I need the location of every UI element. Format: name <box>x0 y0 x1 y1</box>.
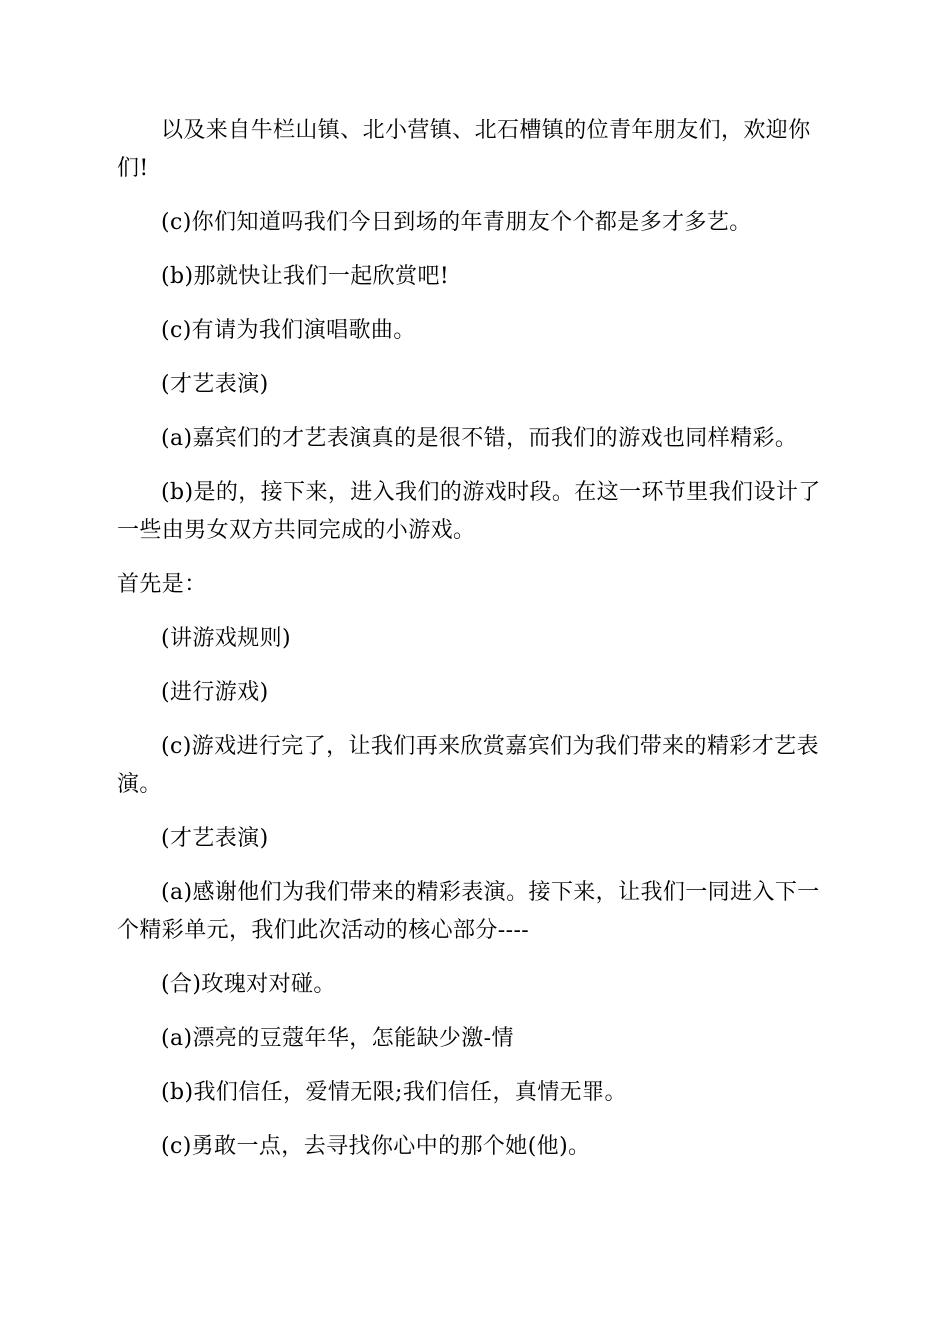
paragraph: (a)漂亮的豆蔻年华，怎能缺少激-情 <box>161 1026 514 1051</box>
paragraph: (合)玫瑰对对碰。 <box>161 972 336 997</box>
paragraph: (a)感谢他们为我们带来的精彩表演。接下来，让我们一同进入下一个精彩单元，我们此次活动的核心部分---- <box>117 880 820 943</box>
paragraph: (b)是的，接下来，进入我们的游戏时段。在这一环节里我们设计了一些由男女双方共同完成的小游戏。 <box>117 480 821 543</box>
document-body <box>117 112 827 1182</box>
paragraph: 首先是： <box>117 572 207 597</box>
paragraph: (b)那就快让我们一起欣赏吧! <box>161 264 450 289</box>
stage-direction: (才艺表演) <box>161 372 269 397</box>
paragraph: (c)勇敢一点，去寻找你心中的那个她(他)。 <box>161 1134 591 1159</box>
paragraph: (c)你们知道吗我们今日到场的年青朋友个个都是多才多艺。 <box>161 210 752 235</box>
stage-direction: (才艺表演) <box>161 826 269 851</box>
paragraph: (a)嘉宾们的才艺表演真的是很不错，而我们的游戏也同样精彩。 <box>161 426 798 451</box>
stage-direction: (讲游戏规则) <box>161 626 291 651</box>
paragraph: (c)有请为我们演唱歌曲。 <box>161 318 416 343</box>
paragraph: (c)游戏进行完了，让我们再来欣赏嘉宾们为我们带来的精彩才艺表演。 <box>117 734 819 797</box>
paragraph: (b)我们信任，爱情无限;我们信任，真情无罪。 <box>161 1080 627 1105</box>
stage-direction: (进行游戏) <box>161 680 269 705</box>
paragraph: 以及来自牛栏山镇、北小营镇、北石槽镇的位青年朋友们，欢迎你们! <box>117 118 811 181</box>
